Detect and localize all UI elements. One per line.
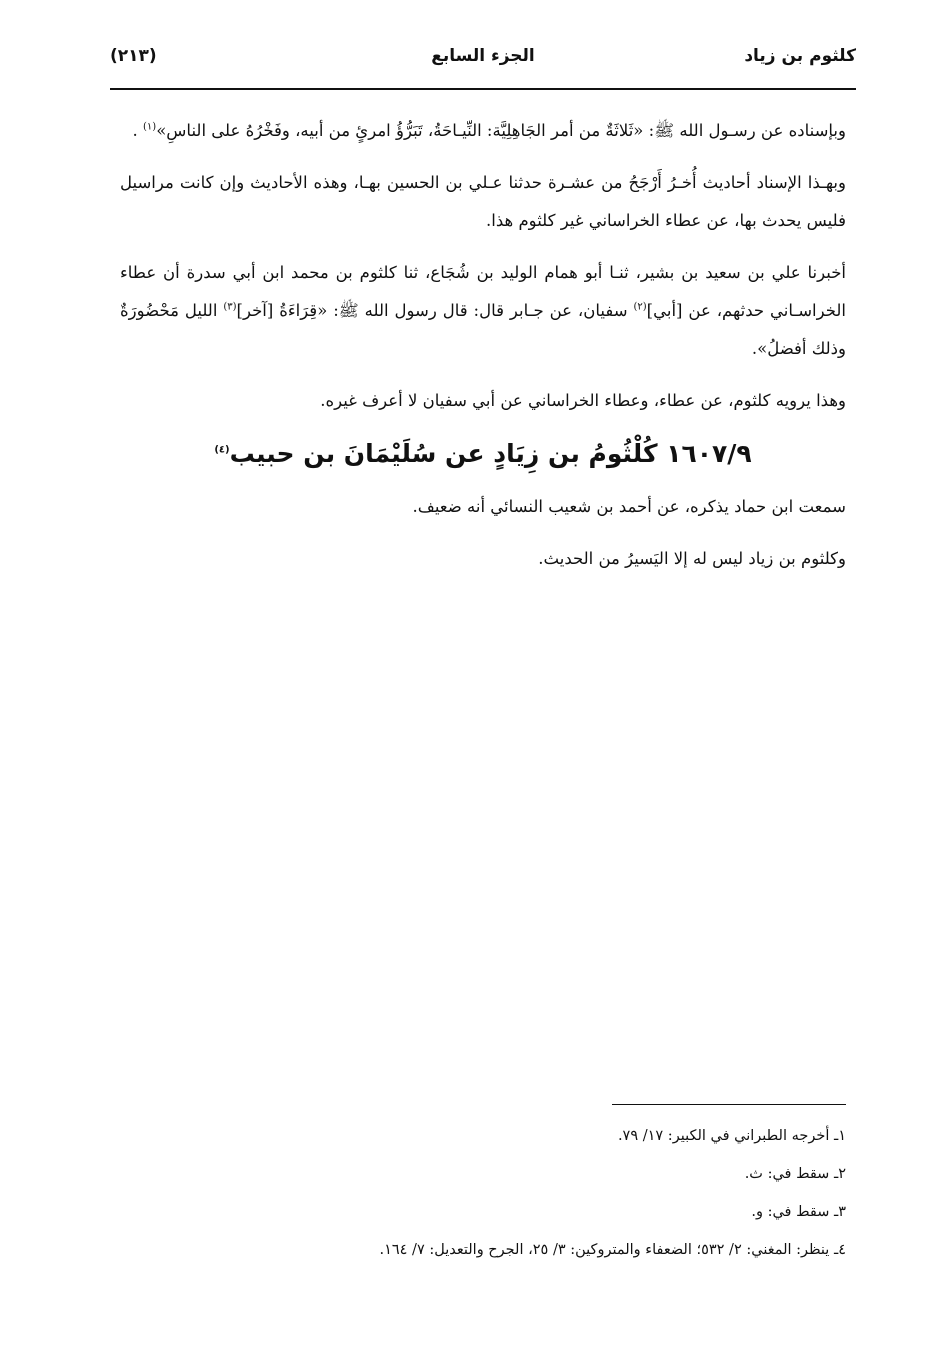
footnote-3: ٣ـ سقط في: و. (751, 1204, 846, 1220)
entry-heading-text: ١٦٠٧/٩ كُلْثُومُ بن زِيَادٍ عن سُلَيْمَانَ بن حبيب (229, 439, 752, 468)
header-volume-title: الجزء السابع (431, 46, 535, 66)
paragraph-text-part2: سفيان، عن جـابر قال: قال رسول الله ﷺ: «قِرَاءَةُ [آخر] (236, 301, 634, 320)
footnote-divider (612, 1104, 846, 1105)
paragraph-entry-text-1: سمعت ابن حماد يذكره، عن أحمد بن شعيب النسائي أنه ضعيف. (412, 497, 846, 516)
paragraph-text-part1: أخبرنا علي بن سعيد بن بشير، ثنـا أبو همام الوليد بن شُجَاع، ثنا كلثوم بن محمد ابن أبي سدرة أن عطاء الخراسـاني حدثهم، عن [أبي] (120, 263, 847, 320)
header-entry-title: كلثوم بن زياد (744, 46, 856, 66)
footnote-2: ٢ـ سقط في: ث. (744, 1166, 846, 1182)
footnote-1: ١ـ أخرجه الطبراني في الكبير: ١٧/ ٧٩. (617, 1128, 846, 1144)
paragraph-entry-text-2: وكلثوم بن زياد ليس له إلا اليَسيرُ من الحديث. (538, 549, 846, 568)
paragraph-comment: وهذا يرويه كلثوم، عن عطاء، وعطاء الخراساني عن أبي سفيان لا أعرف غيره. (320, 391, 846, 410)
paragraph-text: وبإسناده عن رسـول الله ﷺ: «ثَلاثَةٌ من أمر الجَاهِلِيَّة: النِّيـاحَةُ، تَبَرُّؤُ امرئٍ من أبيه، وفَخْرُهُ على الناسِ» (156, 121, 846, 140)
header-divider (110, 88, 856, 90)
paragraph-text-part3: الليل مَحْضُورَةٌ وذلك أفضلُ». (120, 301, 846, 358)
footnote-ref-1: (١) (143, 121, 157, 133)
paragraph-hadith-2 (120, 254, 846, 368)
footnote-ref-3: (٣) (223, 301, 237, 313)
footnote-ref-4: (٤) (214, 444, 230, 456)
running-header (110, 40, 856, 80)
page-number: (٢١٣) (110, 46, 157, 66)
paragraph-hadith-1 (120, 112, 846, 150)
main-text (120, 112, 846, 592)
paragraph-isnad-note: وبهـذا الإسناد أحاديث أُخـرُ أَرْجَحُ من عشـرة حدثنا عـلي بن الحسين بهـا، وهذه الأحاديث وإن كانت مراسيل فليس يحدث بها، عن عطاء الخراساني غير كلثوم هذا. (120, 173, 846, 230)
entry-heading (120, 434, 846, 474)
footnotes (160, 1117, 846, 1269)
footnote-4: ٤ـ ينظر: المغني: ٢/ ٥٣٢؛ الضعفاء والمتروكين: ٣/ ٢٥، الجرح والتعديل: ٧/ ١٦٤. (379, 1242, 846, 1258)
footnote-ref-2: (٢) (633, 301, 647, 313)
paragraph-end: . (132, 121, 143, 140)
